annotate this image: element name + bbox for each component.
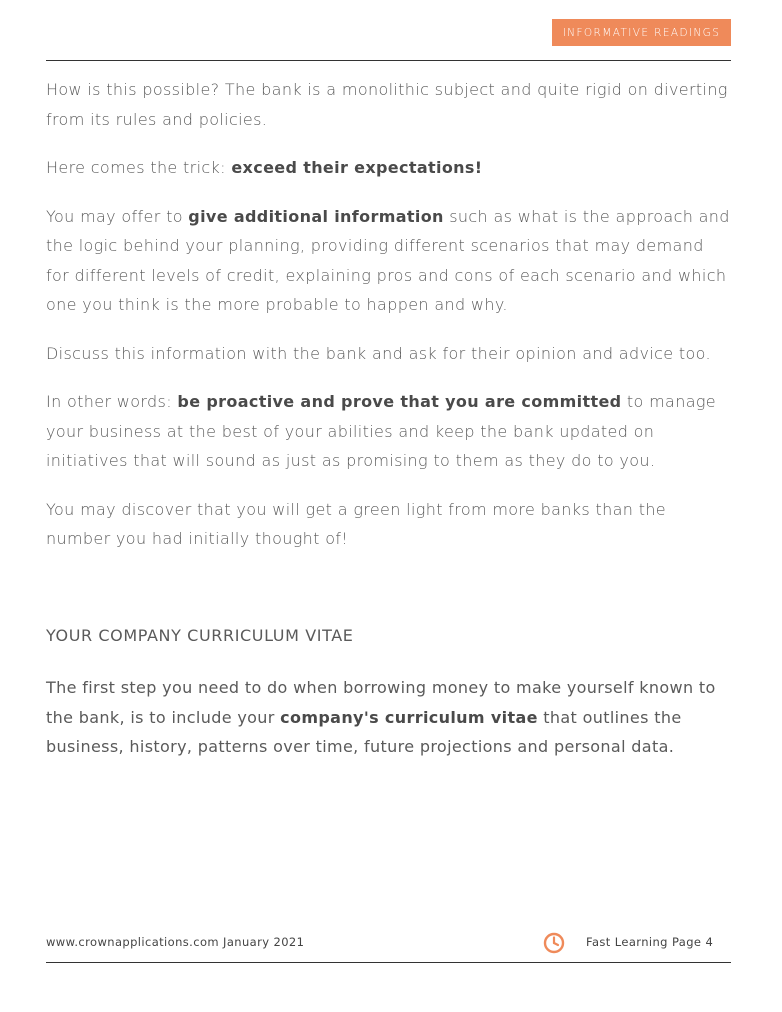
paragraph-text: to manage your business at the best of your abilities and keep the bank updated on initiatives that will sound as just as promising to them as they do to you. bbox=[46, 392, 716, 470]
section-badge: INFORMATIVE READINGS bbox=[552, 19, 731, 46]
clock-icon bbox=[543, 932, 565, 954]
paragraph-text: that outlines the business, history, patterns over time, future projections and personal data. bbox=[46, 707, 682, 756]
paragraph bbox=[46, 387, 732, 476]
paragraph bbox=[46, 153, 732, 183]
paragraph-text: Here comes the trick: bbox=[46, 158, 232, 177]
paragraph: How is this possible? The bank is a monolithic subject and quite rigid on diverting from its rules and policies. bbox=[46, 80, 728, 129]
paragraph bbox=[46, 673, 732, 762]
emphasis-text: give additional information bbox=[188, 206, 444, 226]
paragraph: Discuss this information with the bank and ask for their opinion and advice too. bbox=[46, 343, 711, 363]
emphasis-text: be proactive and prove that you are committed bbox=[177, 392, 622, 411]
paragraph: You may discover that you will get a green light from more banks than the number you had initially thought of! bbox=[46, 499, 667, 548]
footer-page-info: Fast Learning Page 4 bbox=[586, 935, 714, 949]
emphasis-text: exceed their expectations! bbox=[231, 158, 483, 177]
paragraph-text: such as what is the approach and the logic behind your planning, providing different scenarios that may demand for different levels of credit, explaining pros and cons of each scenario and which one you think is the more probable to happen and why. bbox=[46, 206, 730, 314]
paragraph-text: The first step you need to do when borrowing money to make yourself known to the bank, is to include your bbox=[46, 678, 716, 727]
section-heading: YOUR COMPANY CURRICULUM VITAE bbox=[46, 626, 354, 645]
bottom-divider bbox=[46, 962, 731, 963]
section-text bbox=[46, 673, 732, 762]
paragraph bbox=[46, 202, 732, 320]
emphasis-text: company's curriculum vitae bbox=[280, 707, 538, 727]
top-divider bbox=[46, 60, 731, 61]
paragraph-text: You may offer to bbox=[46, 206, 189, 226]
footer-website-date: www.crownapplications.com January 2021 bbox=[46, 935, 305, 949]
paragraph-text: In other words: bbox=[46, 392, 178, 411]
main-text bbox=[46, 75, 732, 573]
